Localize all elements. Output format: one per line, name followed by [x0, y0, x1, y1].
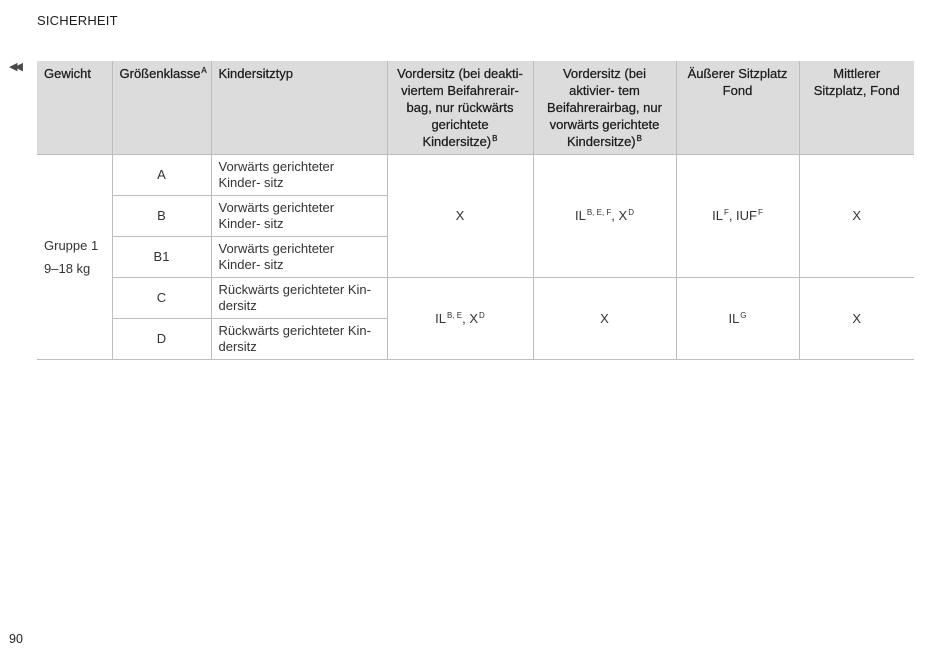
- table-row: [37, 155, 914, 196]
- header-front-deactivated: Vordersitz (bei deakti- viertem Beifahrerair- bag, nur rückwärts gerichtete Kindersitze)$^B$: [387, 61, 533, 155]
- rearward-outer-rear-cell: $IL^G$: [676, 278, 799, 360]
- size-class-cell: B1: [112, 237, 211, 278]
- seat-type-cell: Vorwärts gerichteter Kinder- sitz: [211, 155, 387, 196]
- header-front-activated: Vordersitz (bei aktivier- tem Beifahrerairbag, nur vorwärts gerichtete Kindersitze)$^B$: [533, 61, 676, 155]
- child-seat-table: [37, 61, 914, 360]
- group-name: Gruppe 1: [44, 238, 99, 253]
- footnote-marker: A: [201, 66, 207, 75]
- size-class-cell: D: [112, 319, 211, 360]
- forward-middle-rear-cell: X: [799, 155, 914, 278]
- footnote-marker: B: [492, 134, 498, 143]
- seat-type-cell: Rückwärts gerichteter Kin- dersitz: [211, 319, 387, 360]
- seat-type-cell: Vorwärts gerichteter Kinder- sitz: [211, 237, 387, 278]
- rearward-middle-rear-cell: X: [799, 278, 914, 360]
- header-size-class: Größenklasse$^A$: [112, 61, 211, 155]
- size-class-cell: A: [112, 155, 211, 196]
- rearward-front-activated-cell: X: [533, 278, 676, 360]
- seat-type-cell: Vorwärts gerichteter Kinder- sitz: [211, 196, 387, 237]
- header-weight: Gewicht: [37, 61, 112, 155]
- forward-front-deactivated-cell: X: [387, 155, 533, 278]
- section-title: SICHERHEIT: [37, 13, 118, 28]
- table-row: [37, 278, 914, 319]
- page-number: 90: [9, 632, 23, 646]
- group-weight-cell: [37, 155, 112, 360]
- size-class-cell: B: [112, 196, 211, 237]
- header-outer-rear: Äußerer Sitzplatz Fond: [676, 61, 799, 155]
- forward-outer-rear-cell: $IL^F$, $IUF^F$: [676, 155, 799, 278]
- rearward-front-deactivated-cell: $IL^{B, E}$, $X^D$: [387, 278, 533, 360]
- double-chevron-left-icon[interactable]: ◀◀: [9, 61, 20, 73]
- table-header-row: [37, 61, 914, 155]
- footnote-marker: B: [636, 134, 642, 143]
- header-middle-rear: Mittlerer Sitzplatz, Fond: [799, 61, 914, 155]
- size-class-cell: C: [112, 278, 211, 319]
- seat-type-cell: Rückwärts gerichteter Kin- dersitz: [211, 278, 387, 319]
- forward-front-activated-cell: $IL^{B, E, F}$, $X^D$: [533, 155, 676, 278]
- header-seat-type: Kindersitztyp: [211, 61, 387, 155]
- group-weight-range: 9–18 kg: [44, 261, 91, 276]
